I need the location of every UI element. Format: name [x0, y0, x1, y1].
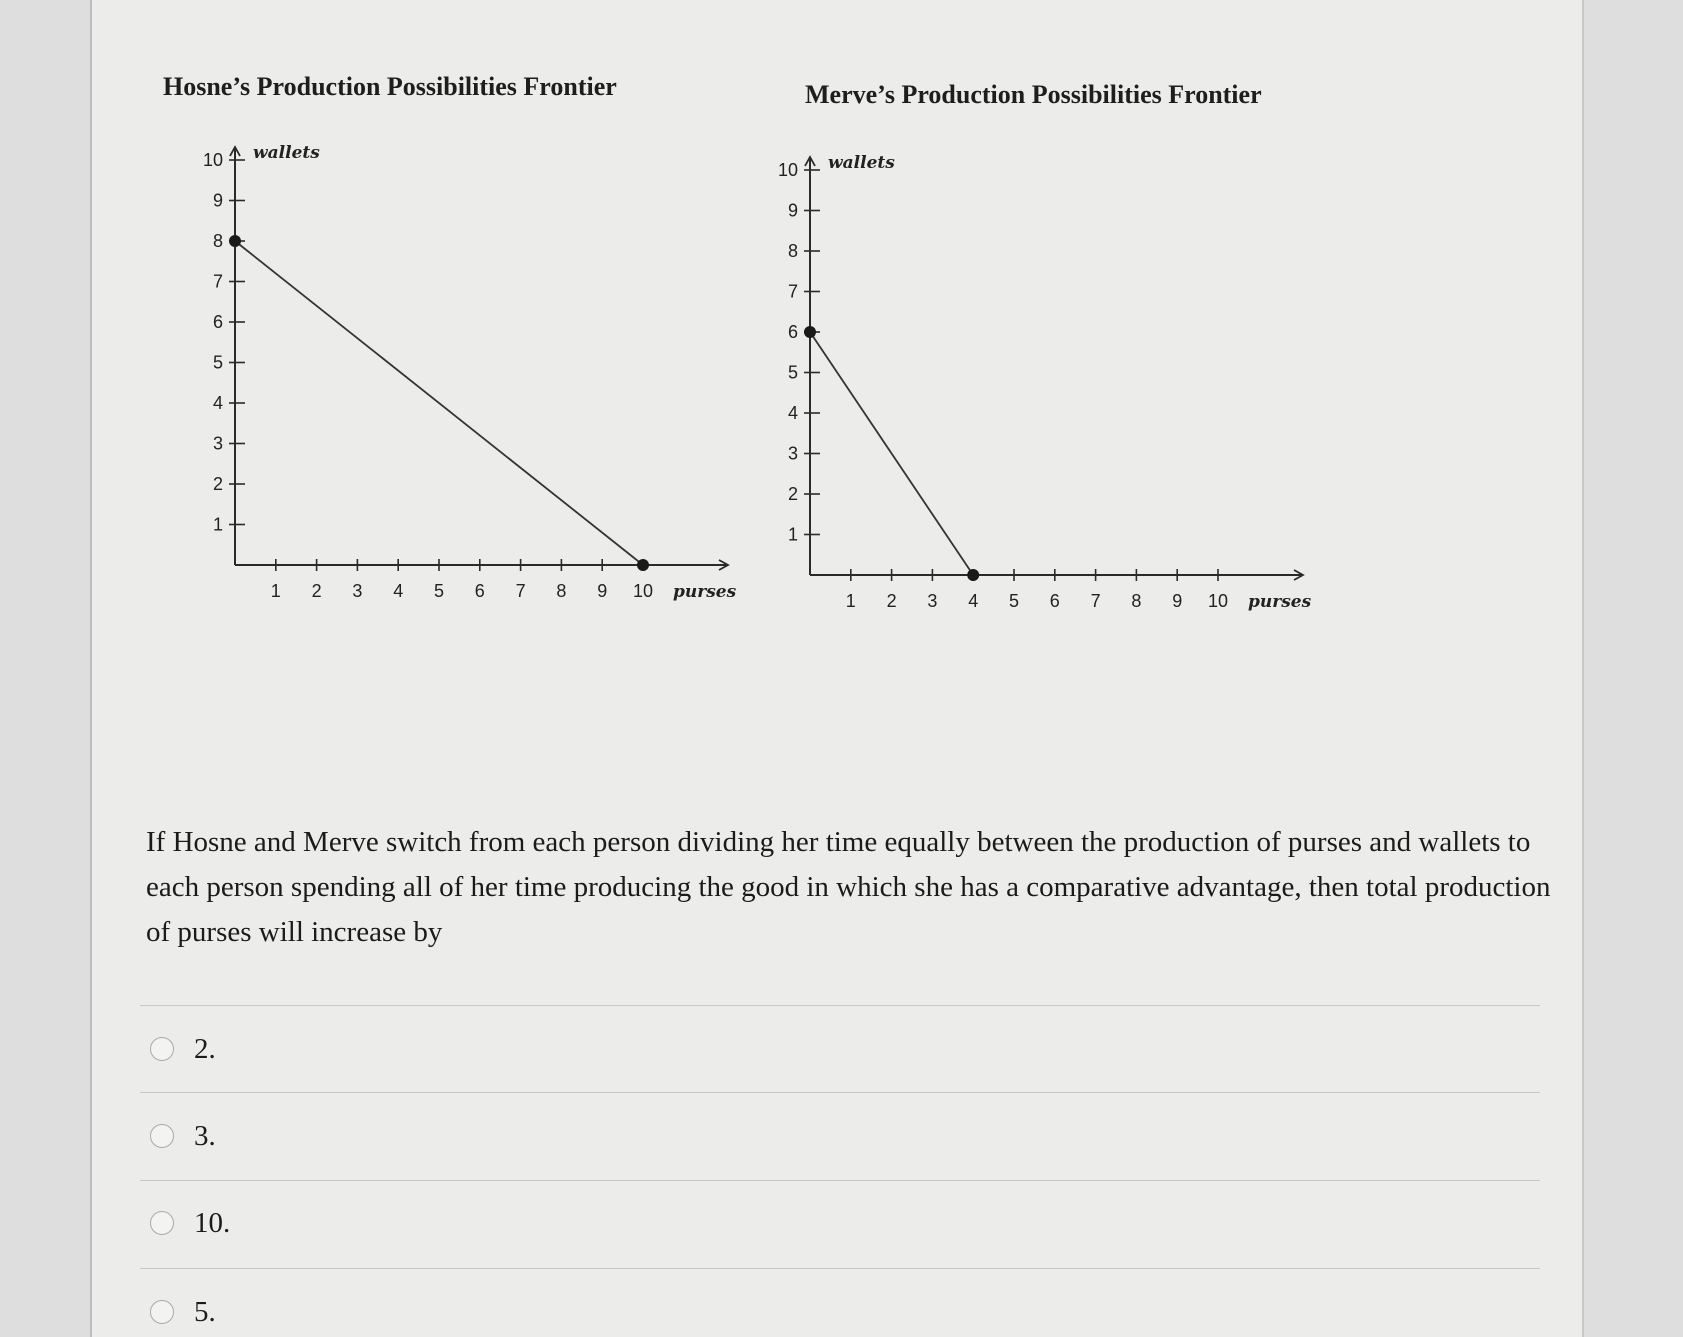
x-axis-label: purses	[1248, 592, 1312, 612]
x-tick-label: 7	[1090, 591, 1101, 611]
y-tick-label: 2	[787, 484, 798, 504]
hosne-chart-title: Hosne’s Production Possibilities Frontier	[163, 72, 617, 101]
option-label: 2.	[194, 1032, 216, 1065]
ppf-line	[810, 332, 973, 575]
option-divider	[140, 1092, 1540, 1093]
x-tick-label: 10	[1207, 591, 1229, 611]
option-divider	[140, 1268, 1540, 1269]
ppf-line	[235, 241, 643, 565]
y-tick-label: 5	[787, 362, 798, 383]
x-tick-label: 1	[270, 581, 281, 601]
y-tick-label: 8	[212, 231, 223, 251]
x-tick-label: 3	[927, 591, 938, 611]
x-tick-label: 4	[393, 581, 404, 601]
answer-option-2[interactable]	[150, 1116, 216, 1156]
x-tick-label: 2	[886, 591, 897, 611]
x-tick-label: 8	[1131, 591, 1142, 611]
radio-button[interactable]	[150, 1124, 174, 1148]
x-tick-label: 5	[433, 581, 445, 601]
y-tick-label: 5	[212, 352, 223, 373]
ppf-endpoint	[967, 569, 979, 581]
y-tick-label: 10	[202, 150, 223, 170]
ppf-endpoint	[804, 326, 816, 338]
x-tick-label: 5	[1008, 591, 1020, 611]
ppf-endpoint	[637, 559, 649, 571]
y-tick-label: 10	[777, 160, 798, 180]
y-tick-label: 6	[787, 322, 798, 342]
answer-option-3[interactable]	[150, 1203, 230, 1243]
option-label: 3.	[194, 1119, 216, 1152]
x-axis-label: purses	[673, 582, 737, 602]
x-tick-label: 8	[556, 581, 567, 601]
y-tick-label: 8	[787, 241, 798, 261]
merve-chart-title: Merve’s Production Possibilities Frontier	[805, 80, 1262, 109]
question-text: If Hosne and Merve switch from each person dividing her time equally between the production of purses and wallets to each person spending all of her time producing the good in which she has a comparative advantage, then total production of purses will increase by	[146, 826, 1551, 948]
x-tick-label: 10	[632, 581, 654, 601]
y-tick-label: 3	[212, 433, 223, 454]
radio-button[interactable]	[150, 1300, 174, 1324]
answer-option-4[interactable]	[150, 1292, 216, 1332]
y-tick-label: 1	[212, 514, 223, 535]
x-tick-label: 3	[352, 581, 363, 601]
hosne-ppf-chart	[190, 125, 750, 615]
option-divider	[140, 1180, 1540, 1181]
y-tick-label: 4	[212, 393, 223, 413]
x-tick-label: 6	[1049, 591, 1060, 611]
x-tick-label: 9	[1172, 591, 1183, 611]
x-tick-label: 7	[515, 581, 526, 601]
radio-button[interactable]	[150, 1037, 174, 1061]
y-tick-label: 3	[787, 443, 798, 464]
x-tick-label: 2	[311, 581, 322, 601]
y-tick-label: 2	[212, 474, 223, 494]
option-divider	[140, 1005, 1540, 1006]
y-axis-label: wallets	[828, 153, 895, 173]
y-tick-label: 7	[212, 271, 223, 292]
x-tick-label: 9	[597, 581, 608, 601]
y-tick-label: 4	[787, 403, 798, 423]
y-tick-label: 9	[787, 200, 798, 221]
x-tick-label: 1	[845, 591, 856, 611]
x-tick-label: 6	[474, 581, 485, 601]
y-tick-label: 9	[212, 190, 223, 211]
ppf-endpoint	[229, 235, 241, 247]
y-tick-label: 6	[212, 312, 223, 332]
option-label: 10.	[194, 1206, 231, 1239]
option-label: 5.	[194, 1295, 216, 1328]
answer-option-1[interactable]	[150, 1029, 216, 1069]
x-tick-label: 4	[968, 591, 979, 611]
y-axis-label: wallets	[253, 143, 320, 163]
merve-ppf-chart	[765, 135, 1325, 625]
y-tick-label: 1	[787, 524, 798, 545]
y-tick-label: 7	[787, 281, 798, 302]
radio-button[interactable]	[150, 1211, 174, 1235]
